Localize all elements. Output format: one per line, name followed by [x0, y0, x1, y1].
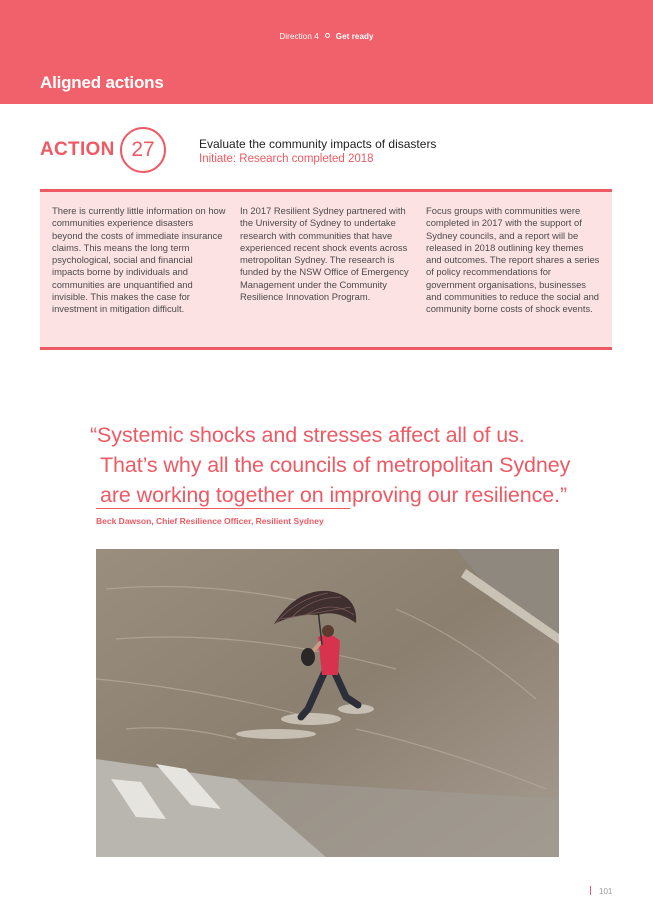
- quote-attribution: Beck Dawson, Chief Resilience Officer, Resilient Sydney: [96, 516, 324, 526]
- breadcrumb-page: Get ready: [335, 32, 374, 41]
- info-column-3: Focus groups with communities were completed in 2017 with the support of Sydney councils, and a report will be released in 2018 outlining key themes and outcomes. The report shares a series of policy recommendations for government organisations, businesses and communities to reduce the social and community borne costs of shock events.: [426, 205, 600, 315]
- breadcrumb-separator-icon: [325, 33, 330, 38]
- action-number-badge: 27: [120, 127, 166, 173]
- action-subtitle: Initiate: Research completed 2018: [199, 153, 374, 165]
- page-number: [590, 886, 612, 896]
- page-number-divider: [590, 886, 591, 895]
- page-title: Aligned actions: [40, 73, 164, 92]
- action-title: Evaluate the community impacts of disasters: [199, 137, 437, 151]
- quote-line-1: “Systemic shocks and stresses affect all of us.: [90, 423, 525, 447]
- info-column-2: In 2017 Resilient Sydney partnered with the University of Sydney to undertake research with communities that have experienced recent shock events across metropolitan Sydney. The research is funded by the NSW Office of Emergency Management under the Community Resilience Innovation Program.: [240, 205, 409, 303]
- info-column-1: There is currently little information on how communities experience disasters beyond the costs of immediate insurance claims. This means the long term psychological, social and financial impacts borne by individuals and communities are unquantified and invisible. This makes the case for investment in mitigation difficult.: [52, 205, 226, 315]
- quote-divider: [96, 508, 350, 509]
- action-label: ACTION: [40, 139, 115, 160]
- breadcrumb: [0, 32, 653, 41]
- info-box: [40, 189, 612, 350]
- quote-line-2: That’s why all the councils of metropolitan Sydney: [100, 453, 571, 477]
- pull-quote: [90, 420, 610, 510]
- breadcrumb-section: Direction 4: [279, 32, 319, 41]
- page-number-text: 101: [599, 887, 613, 896]
- quote-line-3: are working together on improving our resilience.”: [100, 483, 568, 507]
- page-header: [0, 0, 653, 104]
- flooded-street-umbrella-photo: [96, 549, 559, 857]
